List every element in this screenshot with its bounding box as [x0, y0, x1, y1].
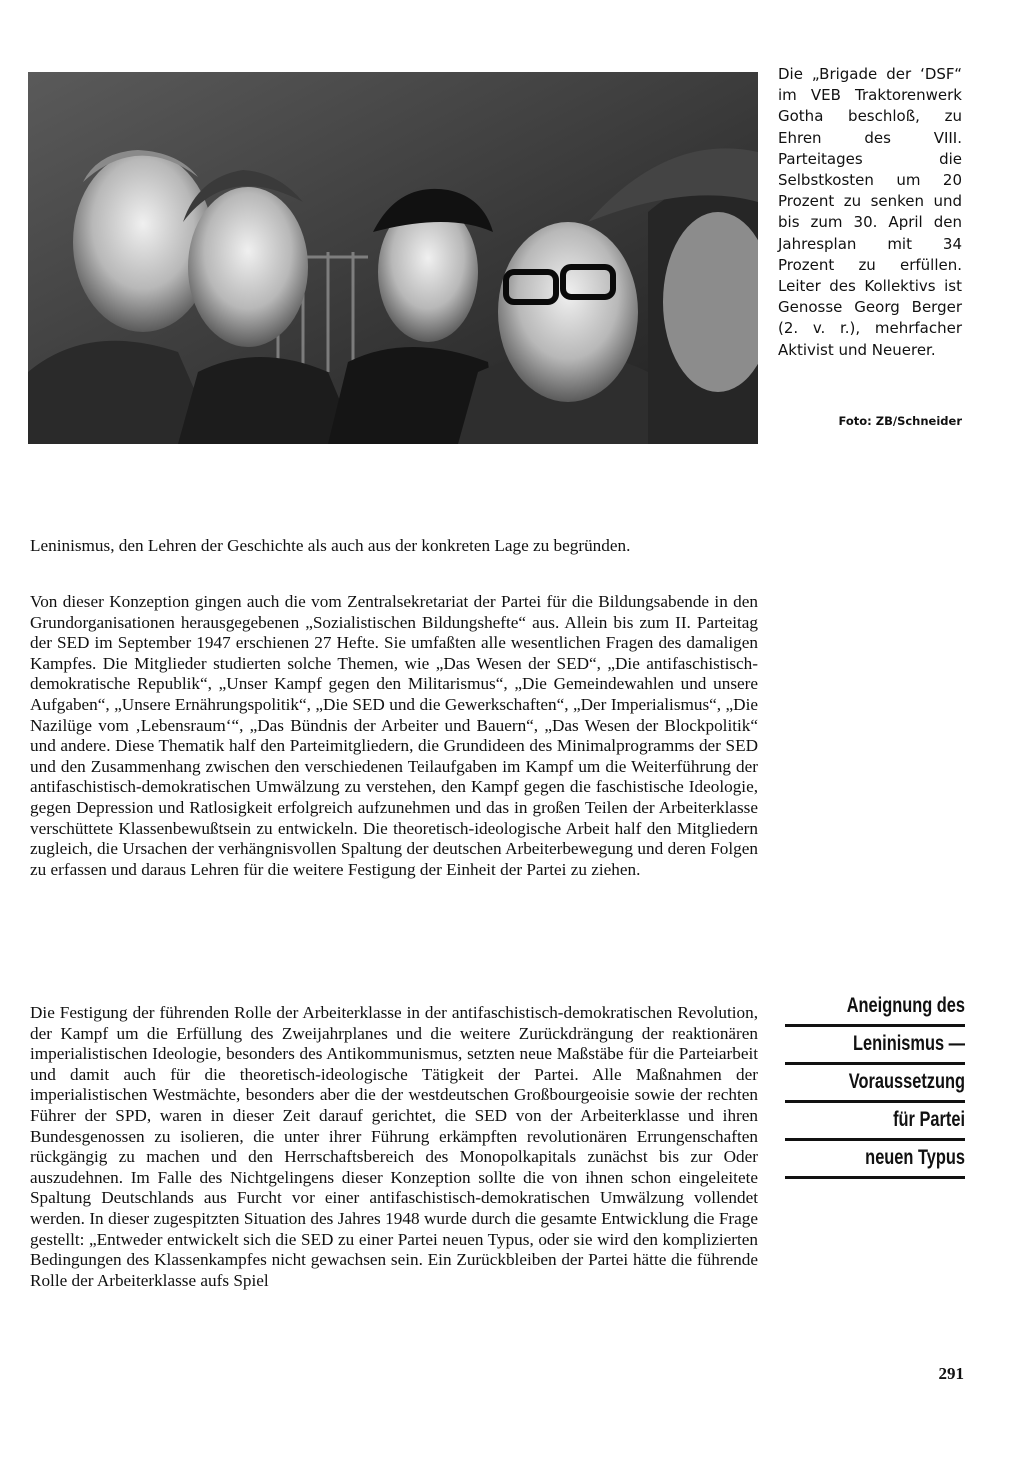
body-paragraph-3: Die Festigung der führenden Rolle der Arbeiterklasse in der antifaschistisch-demokratischen Revolution, der Kampf um die Erfüllung des Zweijahrplanes und die weitere Zurückdrängung der reaktionären imperialistischen Ideologie, besonders des Antikommunismus, setzten neue Maßstäbe für die Parteiarbeit und damit auch für die theoretisch-ideologische Tätigkeit der Partei. Alle Maßnahmen der imperialistischen Westmächte, besonders aber die der westdeutschen Großbourgeoisie sowie der rechten Führer der SPD, waren in dieser Zeit darauf gerichtet, die SED von der Arbeiterklasse und ihren Bundesgenossen zu isolieren, die unter ihrer Führung erkämpften revolutionären Errungenschaften rückgängig zu machen und den Herrschaftsbereich des Monopolkapitals zunächst bis zur Oder auszudehnen. Im Falle des Nichtgelingens dieser Konzeption sollte die von ihnen schon eingeleitete Spaltung Deutschlands aus Furcht vor einer antifaschistisch-demokratischen Umwälzung vollendet werden. In dieser zugespitzten Situation des Jahres 1948 wurde durch die gesamte Entwicklung die Frage gestellt: „Entweder entwickelt sich die SED zu einer Partei neuen Typus, oder sie wird den komplizierten Bedingungen des Klassenkampfes nicht gewachsen sein. Ein Zurückbleiben der Partei hätte die führende Rolle der Arbeiterklasse aufs Spiel — [30, 1003, 758, 1290]
caption-text: Die „Brigade der ‘DSF“ im VEB Traktorenwerk Gotha beschloß, zu Ehren des VIII. Parteitages die Selbstkosten um 20 Prozent zu senken und bis zum 30. April den Jahresplan mit 34 Prozent zu erfüllen. Leiter des Kollektivs ist Genosse Georg Berger (2. v. r.), mehrfacher Aktivist und Neuerer. — [778, 65, 962, 359]
side-heading — [785, 994, 965, 1184]
side-heading-line: für Partei — [893, 1108, 965, 1131]
page-number: 291 — [938, 1364, 964, 1383]
side-heading-line: Voraussetzung — [848, 1070, 965, 1093]
body-paragraph-1: Leninismus, den Lehren der Geschichte als auch aus der konkreten Lage zu begründen. — [30, 536, 631, 555]
photo-icon — [28, 72, 758, 444]
divider — [785, 1176, 965, 1179]
divider — [785, 1062, 965, 1065]
body-paragraph-2: Von dieser Konzeption gingen auch die vom Zentralsekretariat der Partei für die Bildungsabende in den Grundorganisationen herausgegebenen „Sozialistischen Bildungshefte“ aus. Allein bis zum II. Parteitag der SED im September 1947 erschienen 27 Hefte. Sie umfaßten alle wesentlichen Fragen des damaligen Kampfes. Die Mitglieder studierten solche Themen, wie „Das Wesen der SED“, „Die antifaschistisch-demokratische Republik“, „Unser Kampf gegen den Militarismus“, „Die Gemeindewahlen und unsere Aufgaben“, „Unsere Ernährungspolitik“, „Die SED und die Gewerkschaften“, „Der Imperialismus“, „Die Nazilüge vom ‚Lebensraum‘“, „Das Bündnis der Arbeiter und Bauern“, „Das Wesen der Blockpolitik“ und andere. Diese Thematik half den Parteimitgliedern, die Grundideen des Minimalprogramms der SED und den Zusammenhang zwischen den verschiedenen Teilaufgaben im Kampf um die Weiterführung der antifaschistisch-demokratischen Umwälzung zu verstehen, den Kampf gegen die faschistische Ideologie, gegen Depression und Ratlosigkeit erfolgreich aufzunehmen und das in großen Teilen der Arbeiterklasse verschüttete Klassenbewußtsein zu entwickeln. Die theoretisch-ideologische Arbeit half den Mitgliedern zugleich, die Ursachen der verhängnisvollen Spaltung der deutschen Arbeiterbewegung und deren Folgen zu erfassen und daraus Lehren für die weitere Festigung der Einheit der Partei zu ziehen. — [30, 592, 758, 879]
side-heading-line: Aneignung des — [846, 994, 965, 1017]
divider — [785, 1024, 965, 1027]
photo — [28, 72, 758, 444]
photo-credit: Foto: ZB/Schneider — [838, 414, 962, 428]
photo-caption — [778, 64, 962, 361]
divider — [785, 1100, 965, 1103]
side-heading-line: neuen Typus — [865, 1146, 965, 1169]
divider — [785, 1138, 965, 1141]
side-heading-line: Leninismus — — [853, 1032, 965, 1055]
